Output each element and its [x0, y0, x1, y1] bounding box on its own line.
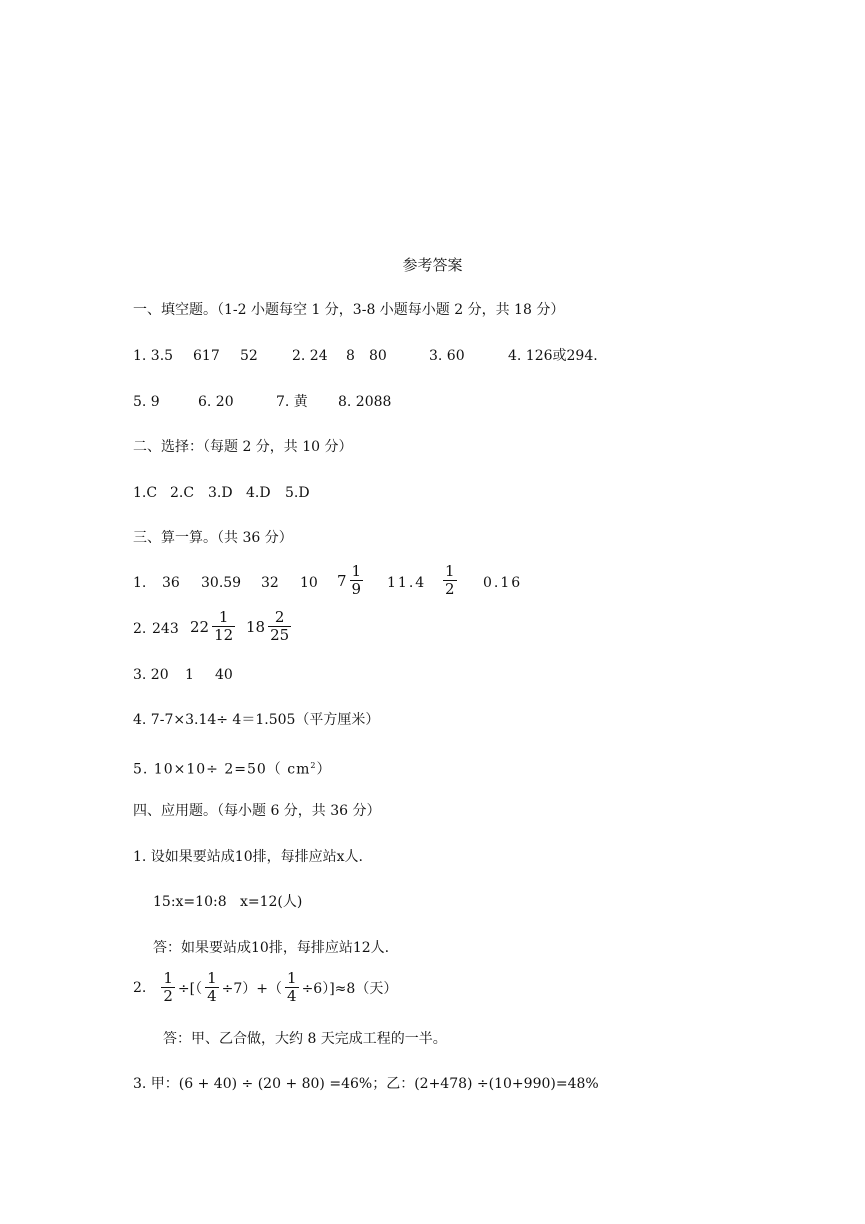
- section4-q2-answer: 答：甲、乙合做，大约 8 天完成工程的一半。: [163, 1031, 447, 1047]
- answer-item: 36: [162, 575, 180, 591]
- answer-item: 3.D: [208, 485, 233, 501]
- answer-text: 5. 10×10÷ 2=50（ cm: [133, 761, 311, 778]
- answer-item: 4. 126或294.: [508, 348, 598, 364]
- answer-item: 80: [369, 348, 387, 364]
- answer-item: 2.C: [170, 485, 195, 501]
- answer-item: 5.D: [285, 485, 310, 501]
- fraction: [350, 563, 364, 598]
- fraction: [268, 609, 291, 644]
- mixed-number: [190, 609, 238, 644]
- fraction: [212, 609, 235, 644]
- answer-item: 30.59: [201, 575, 242, 591]
- item-number: 2.: [133, 621, 147, 637]
- denominator: 2: [163, 987, 173, 1005]
- item-number: 2.: [133, 979, 147, 996]
- section3-q4: 4. 7-7×3.14÷ 4＝1.505（平方厘米）: [133, 712, 380, 728]
- answer-item: 8. 2088: [338, 394, 392, 410]
- numerator: 1: [445, 562, 455, 580]
- superscript: 2: [310, 761, 317, 770]
- page-title: 参考答案: [402, 256, 463, 274]
- answer-item: 32: [261, 575, 279, 591]
- answer-item: 3. 20: [133, 667, 169, 683]
- denominator: 25: [270, 626, 290, 644]
- mixed-number: [337, 563, 366, 598]
- answer-text: ）: [316, 761, 332, 778]
- answer-item: 4.D: [246, 485, 271, 501]
- section4-q3: 3. 甲：(6 + 40) ÷ (20 + 80) =46%；乙：(2+478) ÷(10+990)=48%: [133, 1076, 599, 1092]
- answer-item: 1.C: [133, 485, 158, 501]
- fraction: [285, 970, 299, 1005]
- denominator: 2: [445, 580, 455, 598]
- answer-item: 7. 黄: [276, 394, 308, 410]
- section4-q2: [133, 970, 397, 1014]
- fraction: [161, 970, 175, 1005]
- mixed-number: [246, 609, 294, 644]
- section4-q1-line2: 15:x=10:8 x=12(人): [153, 894, 303, 910]
- denominator: 9: [351, 580, 362, 598]
- mixed-whole: 22: [190, 617, 210, 636]
- answer-item: 3. 60: [429, 348, 465, 364]
- numerator: 2: [268, 609, 291, 627]
- numerator: 1: [212, 609, 235, 627]
- section4-heading: 四、应用题。（每小题 6 分，共 36 分）: [133, 803, 381, 819]
- section1-heading: 一、填空题。（1-2 小题每空 1 分，3-8 小题每小题 2 分，共 18 分）: [133, 302, 565, 318]
- answer-item: 52: [240, 348, 258, 364]
- mixed-whole: 7: [337, 571, 347, 590]
- numerator: 1: [351, 562, 362, 580]
- answer-item: 243: [152, 621, 179, 637]
- section4-q1-answer: 答：如果要站成10排，每排应站12人.: [153, 940, 390, 956]
- mixed-whole: 18: [246, 617, 266, 636]
- answer-item: 40: [215, 667, 233, 683]
- answer-item: 8: [346, 348, 355, 364]
- numerator: 1: [287, 969, 297, 987]
- section3-heading: 三、算一算。（共 36 分）: [133, 530, 293, 546]
- fraction: [205, 970, 219, 1005]
- answer-item: 0.16: [483, 575, 523, 591]
- numerator: 1: [207, 969, 217, 987]
- answer-item: 6. 20: [198, 394, 234, 410]
- numerator: 1: [163, 969, 173, 987]
- answer-item: 617: [193, 348, 220, 364]
- expression-text: ÷6）]≈8（天）: [301, 980, 398, 997]
- answer-item: 10: [300, 575, 318, 591]
- item-number: 1.: [133, 575, 147, 591]
- fraction: [443, 563, 457, 598]
- answer-item: 1: [185, 667, 194, 683]
- section4-q1-line1: 1. 设如果要站成10排，每排应站x人.: [133, 849, 363, 865]
- section3-q5: [133, 756, 331, 780]
- answer-item: 2. 24: [292, 348, 328, 364]
- answer-item: 5. 9: [133, 394, 160, 410]
- denominator: 4: [287, 987, 297, 1005]
- section2-heading: 二、选择：（每题 2 分，共 10 分）: [133, 439, 353, 455]
- answer-item: 1. 3.5: [133, 348, 174, 364]
- expression-text: ÷[（: [177, 980, 203, 997]
- denominator: 4: [207, 987, 217, 1005]
- expression-text: ÷7）+（: [221, 980, 283, 997]
- denominator: 12: [214, 626, 234, 644]
- answer-item: 11.4: [387, 575, 427, 591]
- fraction-answer: [440, 563, 460, 598]
